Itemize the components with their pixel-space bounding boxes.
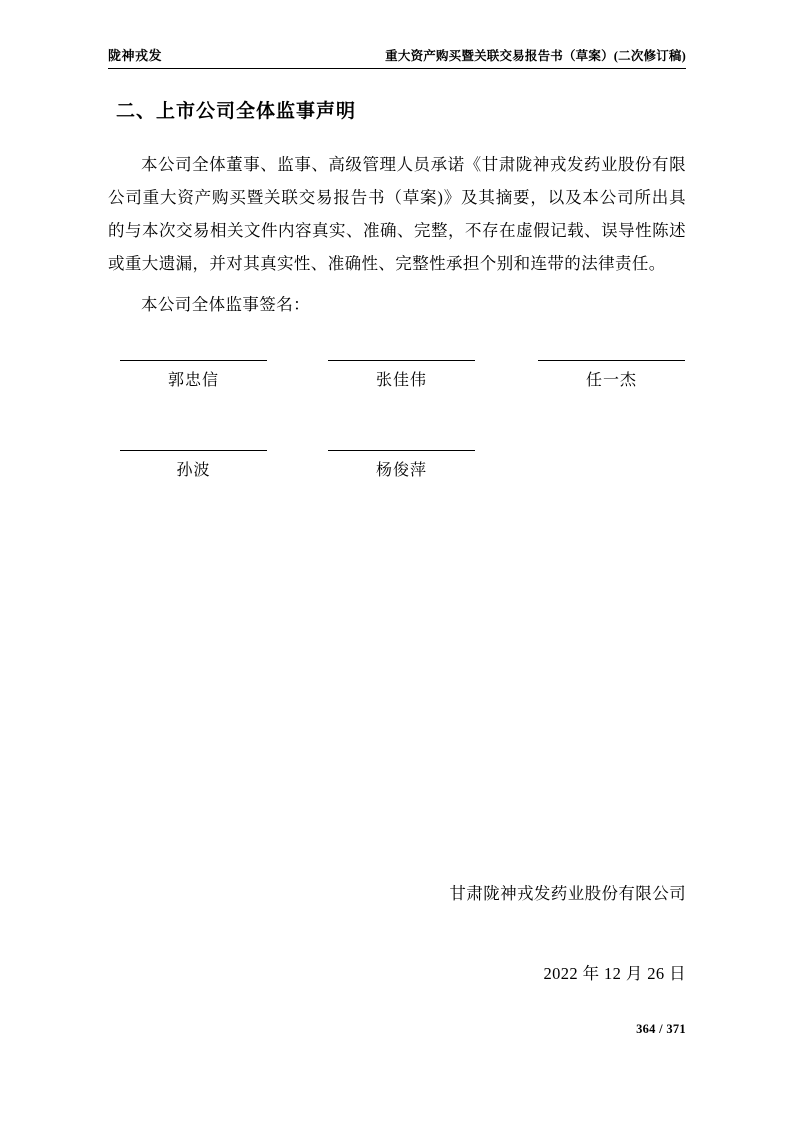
signature-line xyxy=(538,360,685,361)
signature-line xyxy=(120,360,267,361)
signature-cell xyxy=(328,360,475,390)
signature-cell xyxy=(328,450,475,480)
page-content xyxy=(108,0,686,1122)
signatory-name: 郭忠信 xyxy=(167,372,219,389)
page-header xyxy=(108,45,686,69)
closing-company-name: 甘肃陇神戎发药业股份有限公司 xyxy=(449,884,686,903)
signatory-name: 杨俊萍 xyxy=(375,462,427,479)
signature-line xyxy=(120,450,267,451)
signature-prompt-paragraph: 本公司全体监事签名： xyxy=(141,295,310,314)
signature-line xyxy=(328,450,475,451)
signature-cell xyxy=(120,450,267,480)
closing-date: 2022 年 12 月 26 日 xyxy=(543,964,686,983)
signatory-name: 任一杰 xyxy=(585,372,637,389)
signature-row-1 xyxy=(108,360,686,430)
signature-cell xyxy=(538,360,685,390)
signature-cell xyxy=(120,360,267,390)
signature-row-2 xyxy=(108,450,686,520)
header-company-name: 陇神戎发 xyxy=(108,48,163,63)
signatory-name: 孙波 xyxy=(176,462,211,479)
page-number: 364 / 371 xyxy=(636,1022,686,1036)
section-title: 二、上市公司全体监事声明 xyxy=(116,100,357,122)
statement-paragraph: 本公司全体董事、监事、高级管理人员承诺《甘肃陇神戎发药业股份有限公司重大资产购买暨关联交易报告书（草案)》及其摘要，以及本公司所出具的与本次交易相关文件内容真实、准确、完整，不存在虚假记载、误导性陈述或重大遗漏，并对其真实性、准确性、完整性承担个别和连带的法律责任。 xyxy=(108,155,686,273)
header-document-title: 重大资产购买暨关联交易报告书（草案）(二次修订稿) xyxy=(385,49,686,63)
signatory-name: 张佳伟 xyxy=(375,372,427,389)
signature-line xyxy=(328,360,475,361)
